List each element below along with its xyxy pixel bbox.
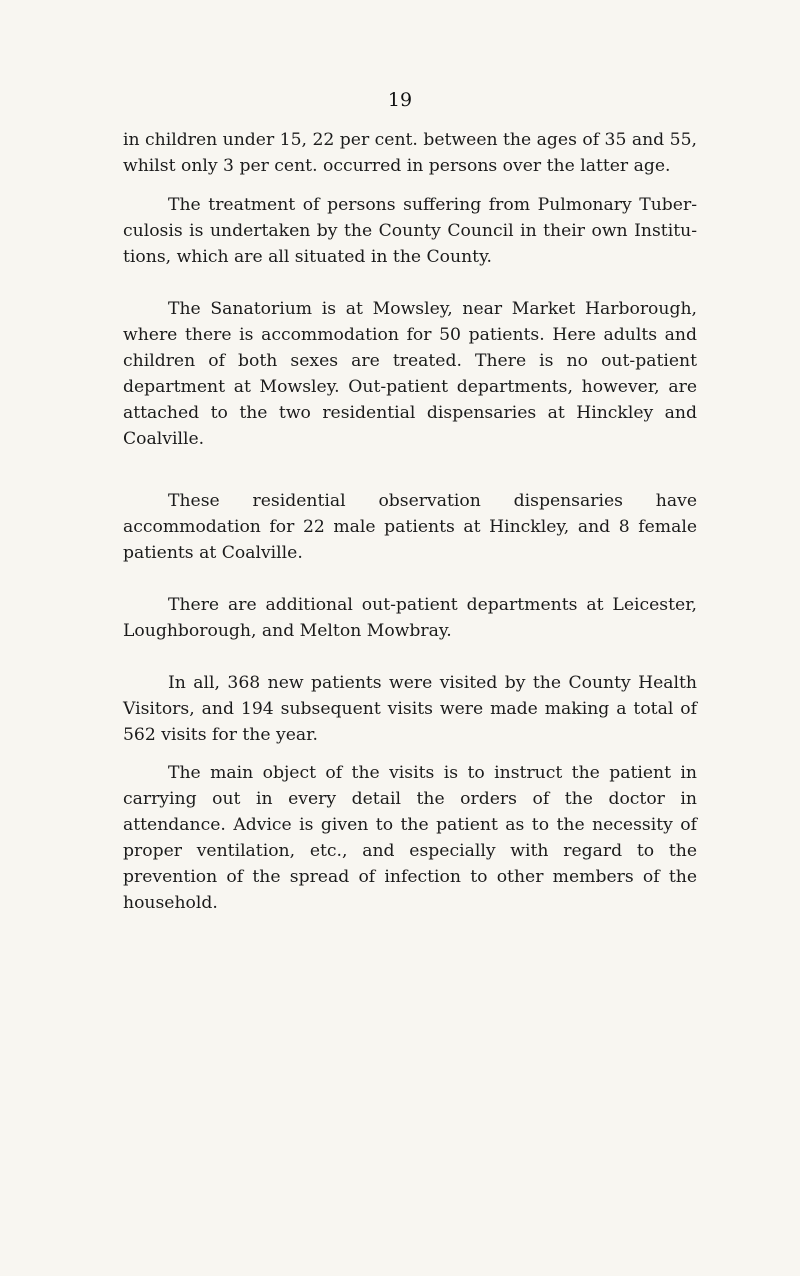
paragraph-sanatorium: The Sanatorium is at Mowsley, near Market Harborough, where there is accommodation for 50 patients. Here adults and children of both sexes are treated. There is no out-patient department at Mowsley. Out-patient departments, however, are attached to the two residential dispensaries at Hinckley and Coalville. bbox=[123, 299, 697, 449]
paragraph-outpatient-departments: There are additional out-patient departments at Leicester, Loughborough, and Melton Mowbray. bbox=[123, 595, 697, 641]
paragraph-visit-object: The main object of the visits is to instruct the patient in carrying out in every detail the orders of the doctor in attendance. Advice is given to the patient as to the necessity of proper ventilation, etc., and especially with regard to the prevention of the spread of infection to other members of the household. bbox=[123, 763, 697, 913]
paragraph-treatment-institutions: The treatment of persons suffering from Pulmonary Tuberculosis is undertaken by the County Council in their own Institutions, which are all situated in the County. bbox=[123, 195, 697, 267]
paragraph-residential-dispensaries: These residential observation dispensaries have accommodation for 22 male patients at Hinckley, and 8 female patients at Coalville. bbox=[123, 491, 697, 563]
paragraph-age-distribution: in children under 15, 22 per cent. between the ages of 35 and 55, whilst only 3 per cent. occurred in persons over the latter age. bbox=[123, 130, 697, 176]
page-number: 19 bbox=[387, 89, 413, 111]
paragraph-health-visitor-visits: In all, 368 new patients were visited by the County Health Visitors, and 194 subsequent visits were made making a total of 562 visits for the year. bbox=[123, 673, 697, 745]
